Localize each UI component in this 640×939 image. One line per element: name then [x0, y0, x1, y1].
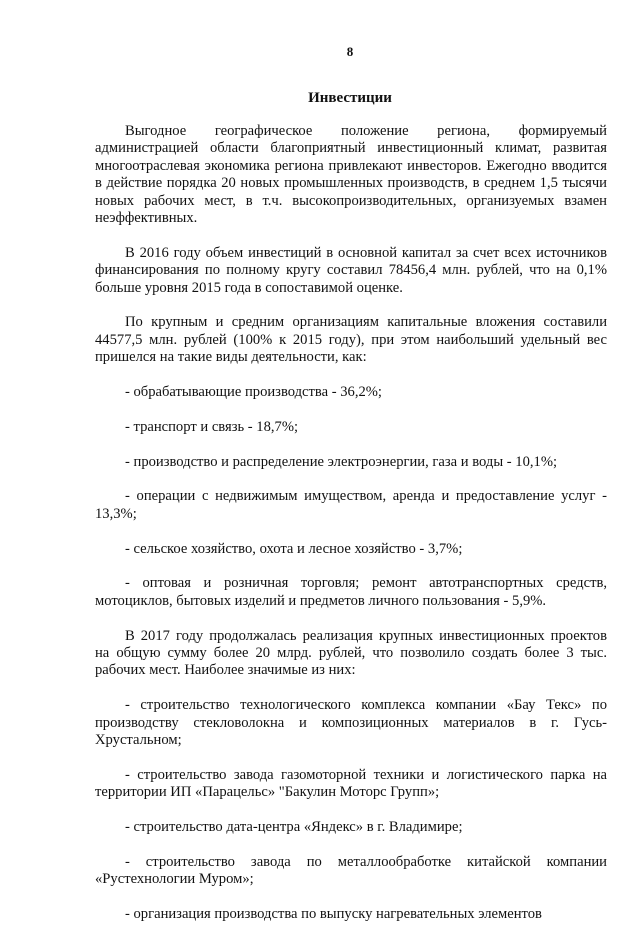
- page-number: 8: [346, 44, 354, 59]
- paragraph-projects-2017: В 2017 году продолжалась реализация крупных инвестиционных проектов на общую сумму более 20 млрд. рублей, что позволило создать более 3 тыс. рабочих мест. Наиболее значимые из них:: [95, 627, 607, 679]
- list-item: - строительство завода газомоторной техники и логистического парка на территории ИП «Парацельс» "Бакулин Моторс Групп»;: [95, 766, 607, 801]
- list-item: - строительство технологического комплекса компании «Бау Текс» по производству стекловолокна и композиционных материалов в г. Гусь-Хрустальном;: [95, 697, 607, 749]
- body-text: [95, 123, 607, 939]
- list-item: - транспорт и связь - 18,7%;: [125, 418, 299, 435]
- list-item: - производство и распределение электроэнергии, газа и воды - 10,1%;: [125, 453, 558, 470]
- list-item: - строительство завода по металлообработке китайской компании «Рустехнологии Муром»;: [95, 853, 607, 888]
- list-item: - строительство дата-центра «Яндекс» в г. Владимире;: [125, 819, 463, 836]
- paragraph-capital-investments: По крупным и средним организациям капитальные вложения составили 44577,5 млн. рублей (100% к 2015 году), при этом наибольший удельный вес пришелся на такие виды деятельности, как:: [95, 314, 607, 366]
- section-heading: Инвестиции: [308, 90, 392, 106]
- list-item: - сельское хозяйство, охота и лесное хозяйство - 3,7%;: [125, 540, 463, 557]
- list-item: - организация производства по выпуску нагревательных элементов: [125, 906, 542, 923]
- list-item: - оптовая и розничная торговля; ремонт автотранспортных средств, мотоциклов, бытовых изделий и предметов личного пользования - 5,9%.: [95, 575, 607, 609]
- paragraph-intro: Выгодное географическое положение региона, формируемый администрацией области благоприятный инвестиционный климат, развитая многоотраслевая экономика региона привлекают инвесторов. Ежегодно вводится в действие порядка 20 новых промышленных производств, в среднем 1,5 тысячи новых рабочих мест, в т.ч. высокопроизводительных, организуемых взамен неэффективных.: [95, 123, 607, 227]
- paragraph-investment-2016: В 2016 году объем инвестиций в основной капитал за счет всех источников финансирования по полному кругу составил 78456,4 млн. рублей, что на 0,1% больше уровня 2015 года в сопоставимой оценке.: [95, 244, 607, 296]
- list-item: - обрабатывающие производства - 36,2%;: [125, 384, 382, 401]
- list-item: - операции с недвижимым имуществом, аренда и предоставление услуг - 13,3%;: [95, 488, 607, 522]
